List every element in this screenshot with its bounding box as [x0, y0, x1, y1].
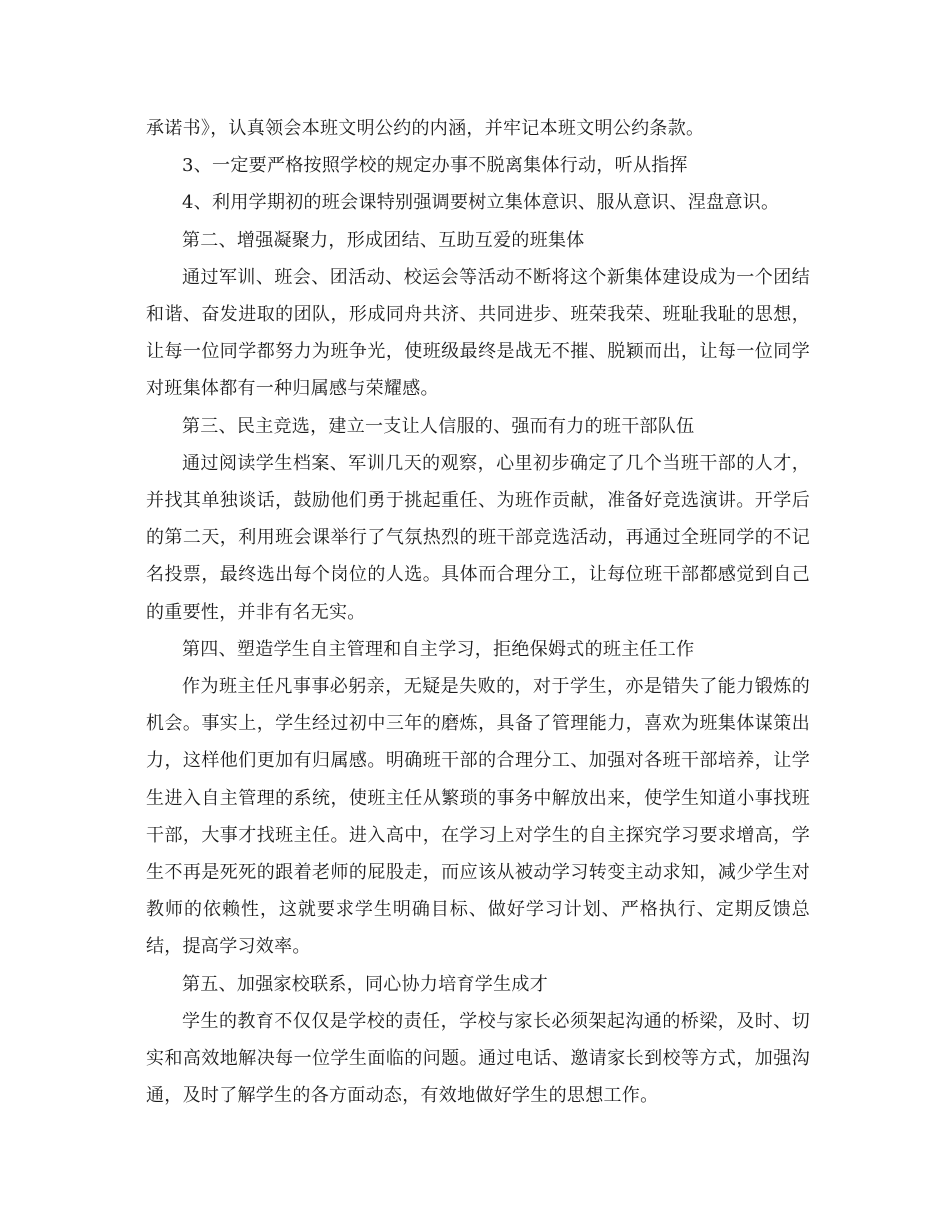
section-heading-second: 第二、增强凝聚力，形成团结、互助互爱的班集体 — [182, 229, 585, 251]
paragraph-cohesion: 通过军训、班会、团活动、校运会等活动不断将这个新集体建设成为一个团结和谐、奋发进取的团队，形成同舟共济、共同进步、班荣我荣、班耻我耻的思想，让每一位同学都努力为班争光，使班级最终是战无不摧、脱颖而出，让每一位同学对班集体都有一种归属感与荣耀感。 — [146, 266, 810, 400]
paragraph-home-school: 学生的教育不仅仅是学校的责任，学校与家长必须架起沟通的桥梁，及时、切实和高效地解决每一位学生面临的问题。通过电话、邀请家长到校等方式，加强沟通，及时了解学生的各方面动态，有效地做好学生的思想工作。 — [146, 1010, 810, 1107]
paragraph-pledge-continuation: 承诺书》，认真领会本班文明公约的内涵，并牢记本班文明公约条款。 — [146, 118, 705, 139]
section-heading-third: 第三、民主竞选，建立一支让人信服的、强而有力的班干部队伍 — [182, 415, 695, 437]
section-heading-fourth: 第四、塑造学生自主管理和自主学习，拒绝保姆式的班主任工作 — [182, 638, 695, 660]
section-heading-fifth: 第五、加强家校联系，同心协力培育学生成才 — [182, 973, 548, 995]
paragraph-self-management: 作为班主任凡事事必躬亲，无疑是失败的，对于学生，亦是错失了能力锻炼的机会。事实上，学生经过初中三年的磨炼，具备了管理能力，喜欢为班集体谋策出力，这样他们更加有归属感。明确班干部的合理分工、加强对各班干部培养，让学生进入自主管理的系统，使班主任从繁琐的事务中解放出来，使学生知道小事找班干部，大事才找班主任。进入高中，在学习上对学生的自主探究学习要求增高，学生不再是死死的跟着老师的屁股走，而应该从被动学习转变主动求知，减少学生对教师的依赖性，这就要求学生明确目标、做好学习计划、严格执行、定期反馈总结，提高学习效率。 — [146, 676, 810, 958]
paragraph-election: 通过阅读学生档案、军训几天的观察，心里初步确定了几个当班干部的人才，并找其单独谈话，鼓励他们勇于挑起重任、为班作贡献，准备好竞选演讲。开学后的第二天，利用班会课举行了气氛热烈的班干部竞选活动，再通过全班同学的不记名投票，最终选出每个岗位的人选。具体而合理分工，让每位班干部都感觉到自己的重要性，并非有名无实。 — [146, 452, 810, 623]
paragraph-item-4: 4、利用学期初的班会课特别强调要树立集体意识、服从意识、涅盘意识。 — [182, 192, 780, 214]
paragraph-item-3: 3、一定要严格按照学校的规定办事不脱离集体行动，听从指挥 — [182, 155, 688, 177]
document-body — [146, 110, 810, 1114]
